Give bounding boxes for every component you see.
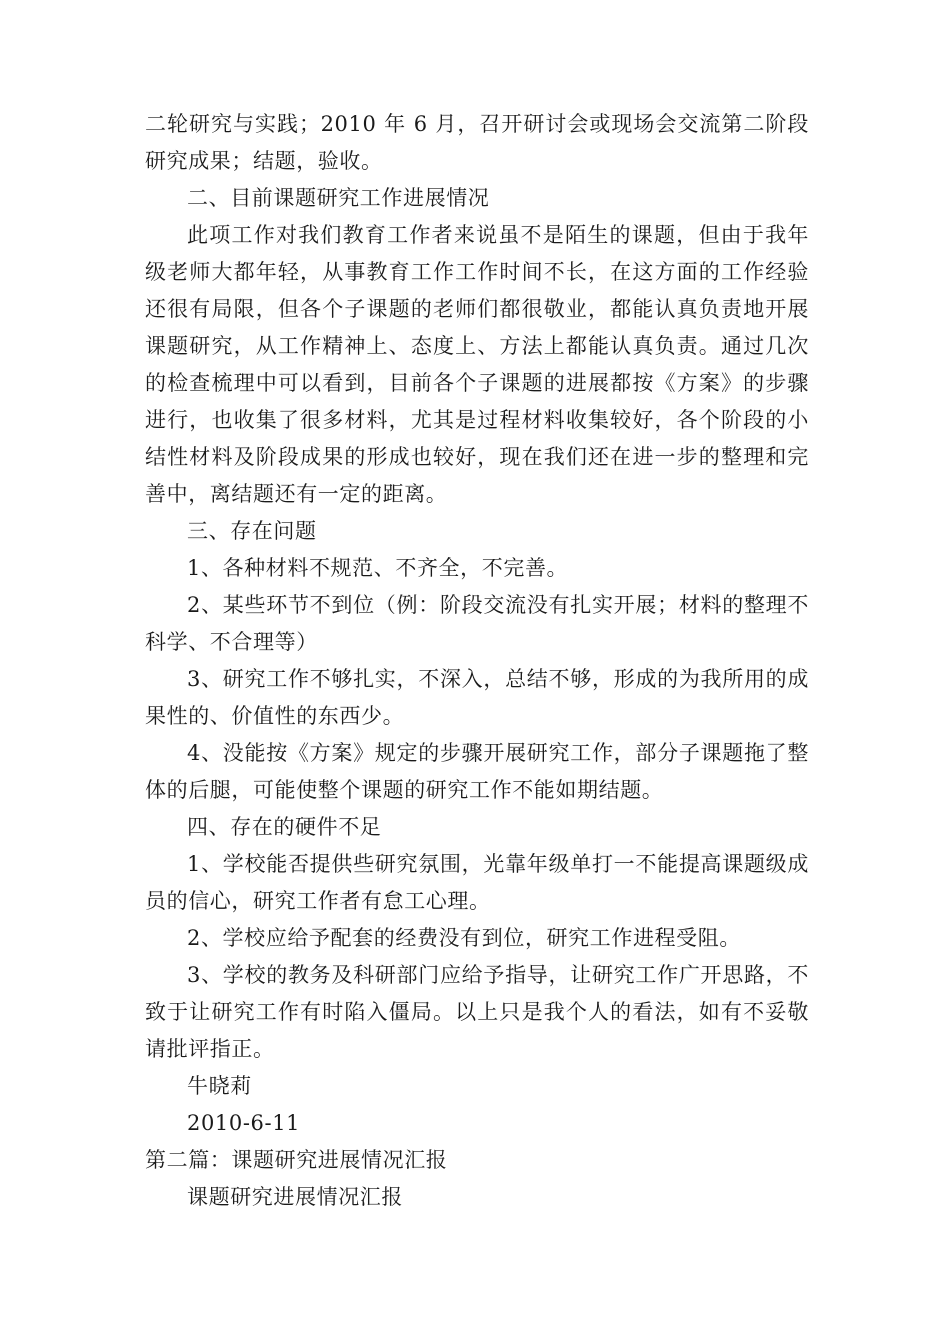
list-item-problem-1: 1、各种材料不规范、不齐全，不完善。 <box>187 556 569 580</box>
heading-problems: 三、存在问题 <box>187 519 317 543</box>
author-date: 2010-6-11 <box>187 1111 301 1135</box>
section-title-part-two: 第二篇：课题研究进展情况汇报 <box>145 1148 448 1172</box>
list-item-problem-2: 2、某些环节不到位（例：阶段交流没有扎实开展；材料的整理不科学、不合理等） <box>145 593 809 654</box>
report-title: 课题研究进展情况汇报 <box>187 1185 403 1209</box>
list-item-problem-4: 4、没能按《方案》规定的步骤开展研究工作，部分子课题拖了整体的后腿，可能使整个课题的研究工作不能如期结题。 <box>145 741 809 802</box>
heading-progress: 二、目前课题研究工作进展情况 <box>187 186 490 210</box>
paragraph-progress: 此项工作对我们教育工作者来说虽不是陌生的课题，但由于我年级老师大都年轻，从事教育工作工作时间不长，在这方面的工作经验还很有局限，但各个子课题的老师们都很敬业，都能认真负责地开展课题研究，从工作精神上、态度上、方法上都能认真负责。通过几次的检查梳理中可以看到，目前各个子课题的进展都按《方案》的步骤进行，也收集了很多材料，尤其是过程材料收集较好，各个阶段的小结性材料及阶段成果的形成也较好，现在我们还在进一步的整理和完善中，离结题还有一定的距离。 <box>145 223 809 506</box>
list-item-hardware-2: 2、学校应给予配套的经费没有到位，研究工作进程受阻。 <box>187 926 741 950</box>
paragraph-intro-continuation: 二轮研究与实践；2010 年 6 月，召开研讨会或现场会交流第二阶段研究成果；结题，验收。 <box>145 112 809 173</box>
heading-hardware: 四、存在的硬件不足 <box>187 815 382 839</box>
list-item-hardware-1: 1、学校能否提供些研究氛围，光靠年级单打一不能提高课题级成员的信心，研究工作者有怠工心理。 <box>145 852 809 913</box>
list-item-problem-3: 3、研究工作不够扎实，不深入，总结不够，形成的为我所用的成果性的、价值性的东西少。 <box>145 667 809 728</box>
author-name: 牛晓莉 <box>187 1074 252 1098</box>
document-body <box>145 106 809 1216</box>
list-item-hardware-3: 3、学校的教务及科研部门应给予指导，让研究工作广开思路，不致于让研究工作有时陷入僵局。以上只是我个人的看法，如有不妥敬请批评指正。 <box>145 963 809 1061</box>
